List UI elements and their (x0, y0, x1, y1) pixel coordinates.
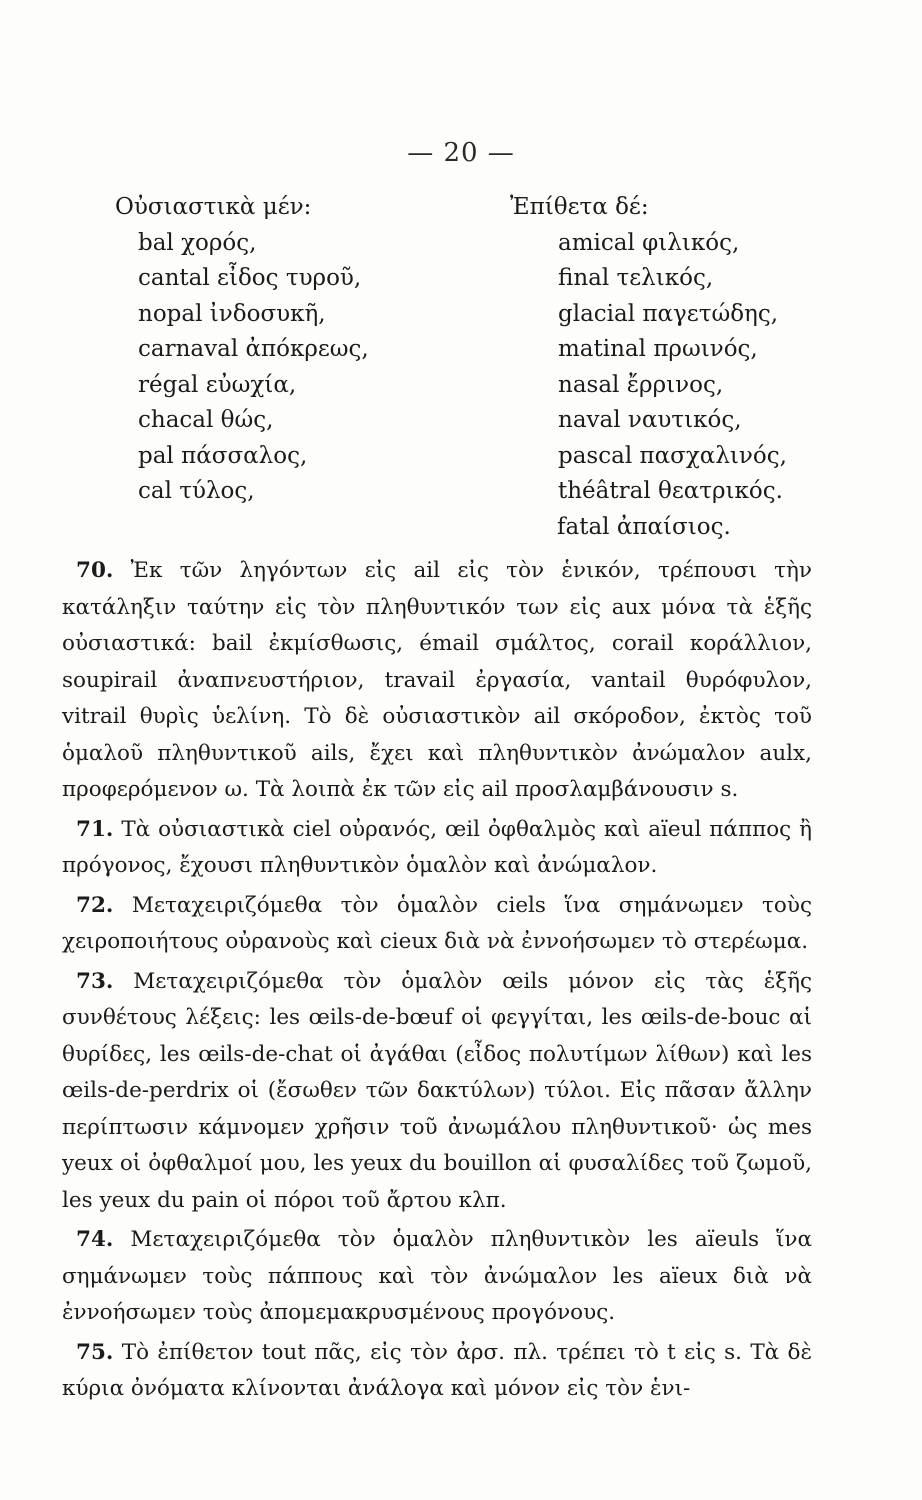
adjective-entry: final τελικός, (558, 265, 714, 291)
adjective-entry: naval ναυτικός, (558, 407, 742, 433)
adjective-entry: fatal ἀπαίσιος. (557, 513, 731, 540)
adjective-entry: amical φιλικός, (558, 229, 740, 256)
paragraph-number: 72. (76, 892, 114, 918)
paragraph-number: 74. (76, 1227, 114, 1252)
noun-entry: cantal εἶδος τυροῦ, (138, 265, 362, 291)
noun-entry: nopal ἰνδοσυκῆ, (138, 300, 326, 327)
paragraph-number: 75. (76, 1339, 114, 1365)
adjective-entry: pascal πασχαλινός, (558, 442, 787, 469)
paragraph-text: Τὰ οὐσιαστικὰ ciel οὐρανός, œil ὀφθαλμὸς καὶ aïeul πάππος ἢ πρόγονος, ἔχουσι πληθυντικὸν ὁμαλὸν καὶ ἀνώμαλον. (62, 816, 812, 878)
paragraph-74 (62, 1222, 812, 1332)
paragraph-text: Ἐκ τῶν ληγόντων εἰς ail εἰς τὸν ἑνικόν, τρέπουσι τὴν κατάληξιν ταύτην εἰς τὸν πληθυντικόν των εἰς aux μόνα τὰ ἑξῆς οὐσιαστικά: bail ἐκμίσθωσις, émail σμάλτος, corail κοράλλιον, soupirail ἀναπνευστήριον, travail ἐργασία, vantail θυρόφυλον, vitrail θυρὶς ὑελίνη. Τὸ δὲ οὐσιαστικὸν ail σκόροδον, ἐκτὸς τοῦ ὁμαλοῦ πληθυντικοῦ ails, ἔχει καὶ πληθυντικὸν ἀνώμαλον aulx, προφερόμενον ω. Τὰ λοιπὰ ἐκ τῶν εἰς ail προσλαμβάνουσιν s. (62, 558, 812, 802)
noun-entry: régal εὐωχία, (138, 371, 297, 398)
paragraph-number: 73. (76, 968, 114, 994)
adjectives-column (510, 190, 787, 545)
adjective-entry: matinal πρωινός, (558, 336, 758, 362)
adjective-entry: théâtral θεατρικός. (558, 478, 783, 504)
paragraph-number: 70. (76, 558, 114, 583)
noun-entry: cal τύλος, (138, 478, 255, 504)
paragraph-number: 71. (76, 816, 114, 842)
nouns-heading: Οὐσιαστικὰ μέν: (115, 194, 312, 220)
paragraph-text: Τὸ ἐπίθετον tout πᾶς, εἰς τὸν ἀρσ. πλ. τρέπει τὸ t εἰς s. Τὰ δὲ κύρια ὀνόματα κλίνονται ἀνάλογα καὶ μόνον εἰς τὸν ἑνι- (62, 1339, 813, 1401)
paragraph-71 (62, 812, 812, 885)
adjectives-heading: Ἐπίθετα δέ: (510, 194, 649, 220)
nouns-column (115, 190, 369, 510)
page-number: — 20 — (407, 138, 515, 168)
adjective-entry: nasal ἔρρινος, (558, 371, 724, 398)
noun-entry: pal πάσσαλος, (138, 442, 308, 469)
noun-entry: chacal θώς, (138, 407, 274, 433)
paragraph-text: Μεταχειριζόμεθα τὸν ὁμαλὸν œils μόνον εἰς τὰς ἑξῆς συνθέτους λέξεις: les œils-de-bœuf οἱ φεγγίται, les œils-de-bouc αἱ θυρίδες, les œils-de-chat οἱ ἀγάθαι (εἶδος πολυτίμων λίθων) καὶ les œils-de-perdrix οἱ (ἔσωθεν τῶν δακτύλων) τύλοι. Εἰς πᾶσαν ἄλλην περίπτωσιν κάμνομεν χρῆσιν τοῦ ἀνωμάλου πληθυντικοῦ· ὡς mes yeux οἱ ὀφθαλμοί μου, les yeux du bouillon αἱ φυσαλίδες τοῦ ζωμοῦ, les yeux du pain οἱ πόροι τοῦ ἄρτου κλπ. (62, 968, 812, 1213)
noun-entry: bal χορός, (138, 229, 257, 256)
paragraph-72 (62, 888, 812, 961)
paragraph-73 (62, 964, 812, 1220)
noun-entry: carnaval ἀπόκρεως, (138, 336, 369, 362)
paragraph-75 (62, 1335, 812, 1408)
paragraph-70 (62, 553, 812, 809)
body-text (62, 553, 812, 1408)
adjective-entry: glacial παγετώδης, (558, 300, 779, 327)
paragraph-text: Μεταχειριζόμεθα τὸν ὁμαλὸν πληθυντικὸν les aïeuls ἵνα σημάνωμεν τοὺς πάππους καὶ τὸν ἀνώμαλον les aïeux διὰ νὰ ἐννοήσωμεν τοὺς ἀπομεμακρυσμένους προγόνους. (62, 1227, 812, 1325)
paragraph-text: Μεταχειριζόμεθα τὸν ὁμαλὸν ciels ἵνα σημάνωμεν τοὺς χειροποιήτους οὐρανοὺς καὶ cieux διὰ νὰ ἐννοήσωμεν τὸ στερέωμα. (62, 892, 812, 954)
